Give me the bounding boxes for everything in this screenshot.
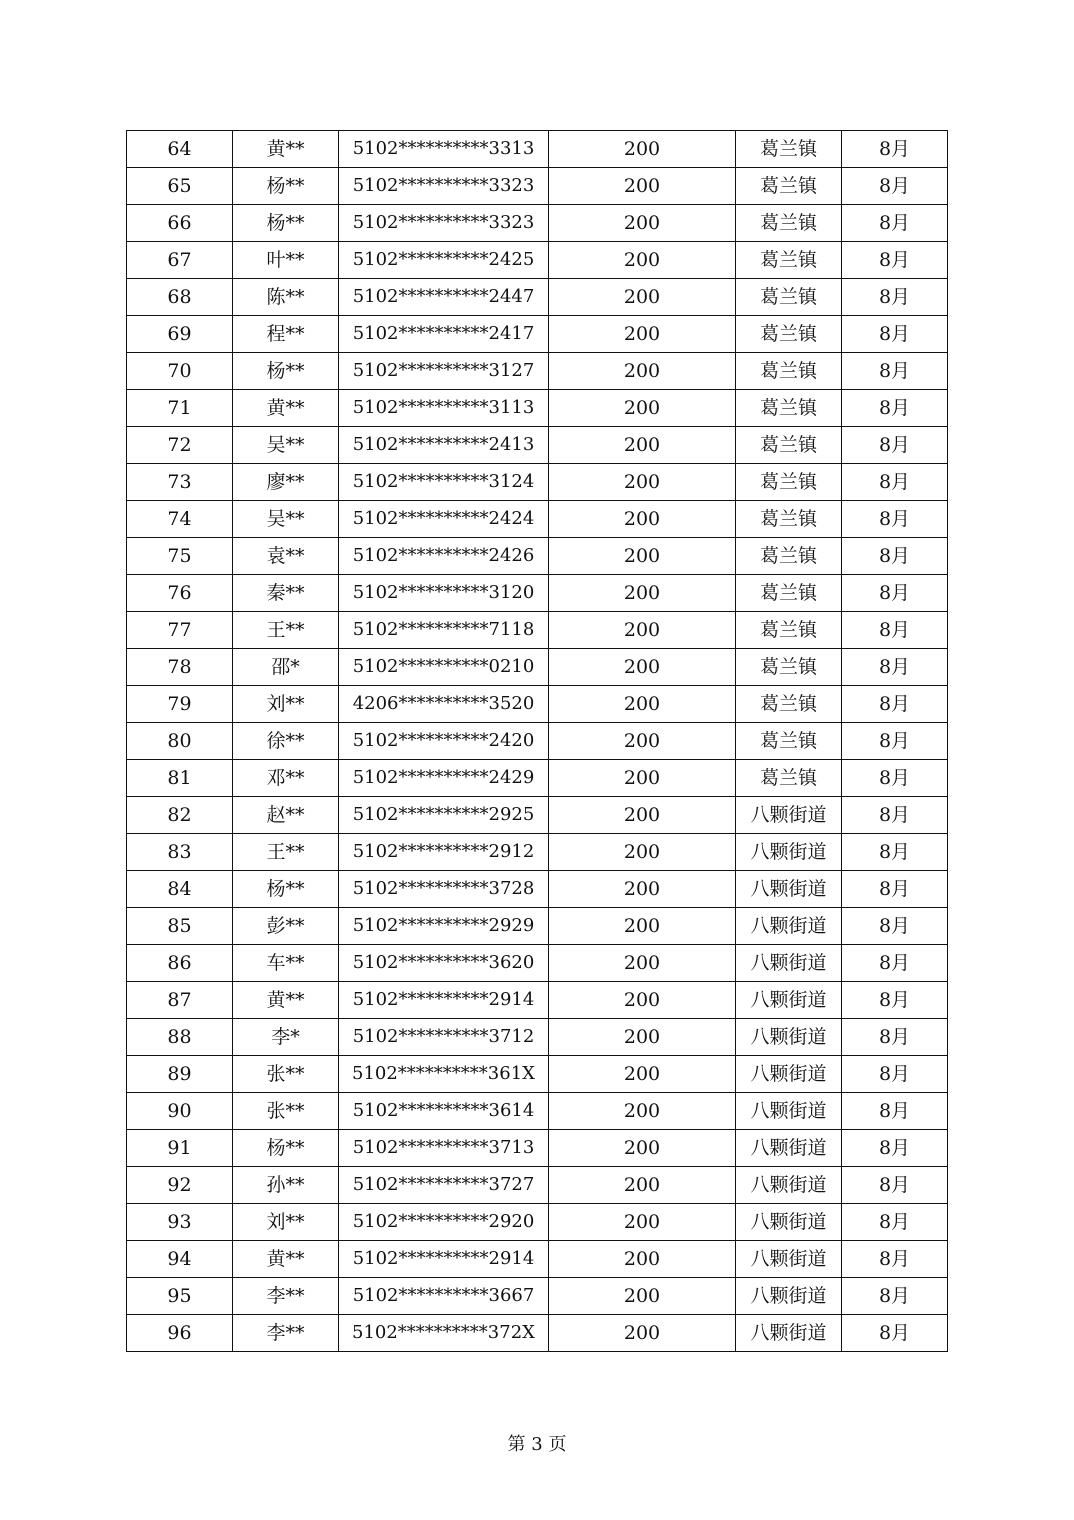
row-number-cell: 94 bbox=[127, 1241, 233, 1278]
month-cell: 8月 bbox=[842, 1241, 948, 1278]
roster-table bbox=[126, 130, 948, 1352]
id-number-cell: 5102**********2925 bbox=[339, 797, 549, 834]
month-cell: 8月 bbox=[842, 464, 948, 501]
row-number-cell: 67 bbox=[127, 242, 233, 279]
table-row bbox=[127, 1056, 948, 1093]
amount-cell: 200 bbox=[549, 1056, 736, 1093]
area-cell: 葛兰镇 bbox=[736, 464, 842, 501]
row-number-cell: 73 bbox=[127, 464, 233, 501]
month-cell: 8月 bbox=[842, 575, 948, 612]
amount-cell: 200 bbox=[549, 464, 736, 501]
area-cell: 葛兰镇 bbox=[736, 686, 842, 723]
month-cell: 8月 bbox=[842, 1167, 948, 1204]
row-number-cell: 93 bbox=[127, 1204, 233, 1241]
amount-cell: 200 bbox=[549, 945, 736, 982]
id-number-cell: 5102**********3728 bbox=[339, 871, 549, 908]
month-cell: 8月 bbox=[842, 1278, 948, 1315]
amount-cell: 200 bbox=[549, 686, 736, 723]
table-row bbox=[127, 1315, 948, 1352]
name-cell: 李** bbox=[233, 1278, 339, 1315]
amount-cell: 200 bbox=[549, 1130, 736, 1167]
id-number-cell: 4206**********3520 bbox=[339, 686, 549, 723]
table-row bbox=[127, 390, 948, 427]
row-number-cell: 88 bbox=[127, 1019, 233, 1056]
row-number-cell: 92 bbox=[127, 1167, 233, 1204]
month-cell: 8月 bbox=[842, 131, 948, 168]
month-cell: 8月 bbox=[842, 834, 948, 871]
month-cell: 8月 bbox=[842, 723, 948, 760]
row-number-cell: 81 bbox=[127, 760, 233, 797]
name-cell: 张** bbox=[233, 1093, 339, 1130]
month-cell: 8月 bbox=[842, 908, 948, 945]
id-number-cell: 5102**********2914 bbox=[339, 982, 549, 1019]
table-row bbox=[127, 760, 948, 797]
row-number-cell: 96 bbox=[127, 1315, 233, 1352]
row-number-cell: 72 bbox=[127, 427, 233, 464]
amount-cell: 200 bbox=[549, 612, 736, 649]
area-cell: 葛兰镇 bbox=[736, 649, 842, 686]
amount-cell: 200 bbox=[549, 797, 736, 834]
name-cell: 李* bbox=[233, 1019, 339, 1056]
month-cell: 8月 bbox=[842, 1130, 948, 1167]
name-cell: 杨** bbox=[233, 168, 339, 205]
area-cell: 八颗街道 bbox=[736, 1019, 842, 1056]
row-number-cell: 86 bbox=[127, 945, 233, 982]
row-number-cell: 77 bbox=[127, 612, 233, 649]
amount-cell: 200 bbox=[549, 242, 736, 279]
row-number-cell: 95 bbox=[127, 1278, 233, 1315]
month-cell: 8月 bbox=[842, 538, 948, 575]
table-row bbox=[127, 242, 948, 279]
amount-cell: 200 bbox=[549, 501, 736, 538]
table-row bbox=[127, 612, 948, 649]
area-cell: 葛兰镇 bbox=[736, 242, 842, 279]
month-cell: 8月 bbox=[842, 168, 948, 205]
area-cell: 八颗街道 bbox=[736, 1056, 842, 1093]
id-number-cell: 5102**********3127 bbox=[339, 353, 549, 390]
amount-cell: 200 bbox=[549, 427, 736, 464]
id-number-cell: 5102**********361X bbox=[339, 1056, 549, 1093]
row-number-cell: 71 bbox=[127, 390, 233, 427]
area-cell: 八颗街道 bbox=[736, 1315, 842, 1352]
table-row bbox=[127, 686, 948, 723]
month-cell: 8月 bbox=[842, 1315, 948, 1352]
table-row bbox=[127, 1019, 948, 1056]
month-cell: 8月 bbox=[842, 501, 948, 538]
amount-cell: 200 bbox=[549, 982, 736, 1019]
name-cell: 徐** bbox=[233, 723, 339, 760]
area-cell: 八颗街道 bbox=[736, 982, 842, 1019]
table-row bbox=[127, 427, 948, 464]
id-number-cell: 5102**********2429 bbox=[339, 760, 549, 797]
month-cell: 8月 bbox=[842, 205, 948, 242]
id-number-cell: 5102**********2920 bbox=[339, 1204, 549, 1241]
name-cell: 黄** bbox=[233, 390, 339, 427]
name-cell: 叶** bbox=[233, 242, 339, 279]
name-cell: 赵** bbox=[233, 797, 339, 834]
id-number-cell: 5102**********3667 bbox=[339, 1278, 549, 1315]
amount-cell: 200 bbox=[549, 1241, 736, 1278]
amount-cell: 200 bbox=[549, 1278, 736, 1315]
area-cell: 八颗街道 bbox=[736, 1278, 842, 1315]
id-number-cell: 5102**********3614 bbox=[339, 1093, 549, 1130]
table-row bbox=[127, 649, 948, 686]
area-cell: 八颗街道 bbox=[736, 1241, 842, 1278]
id-number-cell: 5102**********3712 bbox=[339, 1019, 549, 1056]
area-cell: 八颗街道 bbox=[736, 1130, 842, 1167]
area-cell: 八颗街道 bbox=[736, 1167, 842, 1204]
area-cell: 葛兰镇 bbox=[736, 353, 842, 390]
row-number-cell: 79 bbox=[127, 686, 233, 723]
area-cell: 葛兰镇 bbox=[736, 760, 842, 797]
name-cell: 秦** bbox=[233, 575, 339, 612]
row-number-cell: 76 bbox=[127, 575, 233, 612]
amount-cell: 200 bbox=[549, 649, 736, 686]
name-cell: 邵* bbox=[233, 649, 339, 686]
name-cell: 车** bbox=[233, 945, 339, 982]
area-cell: 葛兰镇 bbox=[736, 279, 842, 316]
month-cell: 8月 bbox=[842, 1019, 948, 1056]
month-cell: 8月 bbox=[842, 649, 948, 686]
row-number-cell: 83 bbox=[127, 834, 233, 871]
amount-cell: 200 bbox=[549, 1019, 736, 1056]
area-cell: 葛兰镇 bbox=[736, 168, 842, 205]
amount-cell: 200 bbox=[549, 1204, 736, 1241]
row-number-cell: 82 bbox=[127, 797, 233, 834]
name-cell: 张** bbox=[233, 1056, 339, 1093]
id-number-cell: 5102**********2420 bbox=[339, 723, 549, 760]
name-cell: 刘** bbox=[233, 1204, 339, 1241]
name-cell: 杨** bbox=[233, 353, 339, 390]
month-cell: 8月 bbox=[842, 390, 948, 427]
name-cell: 吴** bbox=[233, 427, 339, 464]
row-number-cell: 89 bbox=[127, 1056, 233, 1093]
amount-cell: 200 bbox=[549, 205, 736, 242]
table-row bbox=[127, 834, 948, 871]
amount-cell: 200 bbox=[549, 353, 736, 390]
id-number-cell: 5102**********3323 bbox=[339, 168, 549, 205]
area-cell: 八颗街道 bbox=[736, 1093, 842, 1130]
name-cell: 程** bbox=[233, 316, 339, 353]
area-cell: 葛兰镇 bbox=[736, 427, 842, 464]
row-number-cell: 91 bbox=[127, 1130, 233, 1167]
id-number-cell: 5102**********2929 bbox=[339, 908, 549, 945]
amount-cell: 200 bbox=[549, 279, 736, 316]
table-row bbox=[127, 131, 948, 168]
row-number-cell: 85 bbox=[127, 908, 233, 945]
row-number-cell: 74 bbox=[127, 501, 233, 538]
table-row bbox=[127, 538, 948, 575]
month-cell: 8月 bbox=[842, 945, 948, 982]
month-cell: 8月 bbox=[842, 612, 948, 649]
area-cell: 葛兰镇 bbox=[736, 538, 842, 575]
page-number: 第 3 页 bbox=[507, 1434, 567, 1455]
area-cell: 葛兰镇 bbox=[736, 612, 842, 649]
id-number-cell: 5102**********7118 bbox=[339, 612, 549, 649]
id-number-cell: 5102**********3313 bbox=[339, 131, 549, 168]
month-cell: 8月 bbox=[842, 316, 948, 353]
area-cell: 葛兰镇 bbox=[736, 131, 842, 168]
area-cell: 葛兰镇 bbox=[736, 205, 842, 242]
area-cell: 八颗街道 bbox=[736, 908, 842, 945]
name-cell: 陈** bbox=[233, 279, 339, 316]
table-row bbox=[127, 1241, 948, 1278]
row-number-cell: 70 bbox=[127, 353, 233, 390]
table-row bbox=[127, 797, 948, 834]
row-number-cell: 69 bbox=[127, 316, 233, 353]
row-number-cell: 64 bbox=[127, 131, 233, 168]
amount-cell: 200 bbox=[549, 1093, 736, 1130]
id-number-cell: 5102**********3124 bbox=[339, 464, 549, 501]
table-row bbox=[127, 723, 948, 760]
amount-cell: 200 bbox=[549, 1315, 736, 1352]
name-cell: 李** bbox=[233, 1315, 339, 1352]
id-number-cell: 5102**********2912 bbox=[339, 834, 549, 871]
amount-cell: 200 bbox=[549, 316, 736, 353]
roster-table-body bbox=[127, 131, 948, 1352]
id-number-cell: 5102**********2424 bbox=[339, 501, 549, 538]
table-row bbox=[127, 353, 948, 390]
amount-cell: 200 bbox=[549, 834, 736, 871]
row-number-cell: 68 bbox=[127, 279, 233, 316]
name-cell: 彭** bbox=[233, 908, 339, 945]
month-cell: 8月 bbox=[842, 871, 948, 908]
amount-cell: 200 bbox=[549, 575, 736, 612]
table-row bbox=[127, 168, 948, 205]
table-row bbox=[127, 205, 948, 242]
month-cell: 8月 bbox=[842, 982, 948, 1019]
month-cell: 8月 bbox=[842, 797, 948, 834]
name-cell: 黄** bbox=[233, 1241, 339, 1278]
id-number-cell: 5102**********3323 bbox=[339, 205, 549, 242]
table-row bbox=[127, 1130, 948, 1167]
row-number-cell: 78 bbox=[127, 649, 233, 686]
month-cell: 8月 bbox=[842, 1093, 948, 1130]
id-number-cell: 5102**********2426 bbox=[339, 538, 549, 575]
name-cell: 吴** bbox=[233, 501, 339, 538]
amount-cell: 200 bbox=[549, 538, 736, 575]
table-row bbox=[127, 871, 948, 908]
name-cell: 杨** bbox=[233, 205, 339, 242]
id-number-cell: 5102**********3727 bbox=[339, 1167, 549, 1204]
area-cell: 八颗街道 bbox=[736, 871, 842, 908]
id-number-cell: 5102**********2413 bbox=[339, 427, 549, 464]
name-cell: 廖** bbox=[233, 464, 339, 501]
name-cell: 杨** bbox=[233, 1130, 339, 1167]
area-cell: 葛兰镇 bbox=[736, 390, 842, 427]
name-cell: 孙** bbox=[233, 1167, 339, 1204]
amount-cell: 200 bbox=[549, 908, 736, 945]
month-cell: 8月 bbox=[842, 427, 948, 464]
month-cell: 8月 bbox=[842, 242, 948, 279]
row-number-cell: 80 bbox=[127, 723, 233, 760]
amount-cell: 200 bbox=[549, 760, 736, 797]
amount-cell: 200 bbox=[549, 390, 736, 427]
area-cell: 八颗街道 bbox=[736, 1204, 842, 1241]
area-cell: 八颗街道 bbox=[736, 797, 842, 834]
amount-cell: 200 bbox=[549, 1167, 736, 1204]
amount-cell: 200 bbox=[549, 723, 736, 760]
row-number-cell: 87 bbox=[127, 982, 233, 1019]
row-number-cell: 66 bbox=[127, 205, 233, 242]
month-cell: 8月 bbox=[842, 353, 948, 390]
area-cell: 葛兰镇 bbox=[736, 575, 842, 612]
table-row bbox=[127, 279, 948, 316]
area-cell: 葛兰镇 bbox=[736, 316, 842, 353]
area-cell: 葛兰镇 bbox=[736, 723, 842, 760]
month-cell: 8月 bbox=[842, 686, 948, 723]
name-cell: 王** bbox=[233, 834, 339, 871]
row-number-cell: 75 bbox=[127, 538, 233, 575]
table-row bbox=[127, 1278, 948, 1315]
name-cell: 刘** bbox=[233, 686, 339, 723]
row-number-cell: 90 bbox=[127, 1093, 233, 1130]
amount-cell: 200 bbox=[549, 168, 736, 205]
table-row bbox=[127, 575, 948, 612]
id-number-cell: 5102**********3113 bbox=[339, 390, 549, 427]
id-number-cell: 5102**********0210 bbox=[339, 649, 549, 686]
month-cell: 8月 bbox=[842, 279, 948, 316]
month-cell: 8月 bbox=[842, 760, 948, 797]
amount-cell: 200 bbox=[549, 131, 736, 168]
table-row bbox=[127, 982, 948, 1019]
id-number-cell: 5102**********372X bbox=[339, 1315, 549, 1352]
table-row bbox=[127, 945, 948, 982]
row-number-cell: 65 bbox=[127, 168, 233, 205]
id-number-cell: 5102**********2914 bbox=[339, 1241, 549, 1278]
id-number-cell: 5102**********3620 bbox=[339, 945, 549, 982]
month-cell: 8月 bbox=[842, 1204, 948, 1241]
area-cell: 八颗街道 bbox=[736, 945, 842, 982]
id-number-cell: 5102**********3120 bbox=[339, 575, 549, 612]
id-number-cell: 5102**********2447 bbox=[339, 279, 549, 316]
month-cell: 8月 bbox=[842, 1056, 948, 1093]
table-row bbox=[127, 1204, 948, 1241]
name-cell: 黄** bbox=[233, 982, 339, 1019]
area-cell: 葛兰镇 bbox=[736, 501, 842, 538]
id-number-cell: 5102**********3713 bbox=[339, 1130, 549, 1167]
table-row bbox=[127, 464, 948, 501]
row-number-cell: 84 bbox=[127, 871, 233, 908]
area-cell: 八颗街道 bbox=[736, 834, 842, 871]
name-cell: 杨** bbox=[233, 871, 339, 908]
id-number-cell: 5102**********2417 bbox=[339, 316, 549, 353]
name-cell: 袁** bbox=[233, 538, 339, 575]
table-row bbox=[127, 1093, 948, 1130]
table-row bbox=[127, 501, 948, 538]
name-cell: 黄** bbox=[233, 131, 339, 168]
id-number-cell: 5102**********2425 bbox=[339, 242, 549, 279]
table-row bbox=[127, 1167, 948, 1204]
name-cell: 邓** bbox=[233, 760, 339, 797]
table-row bbox=[127, 908, 948, 945]
table-row bbox=[127, 316, 948, 353]
amount-cell: 200 bbox=[549, 871, 736, 908]
name-cell: 王** bbox=[233, 612, 339, 649]
